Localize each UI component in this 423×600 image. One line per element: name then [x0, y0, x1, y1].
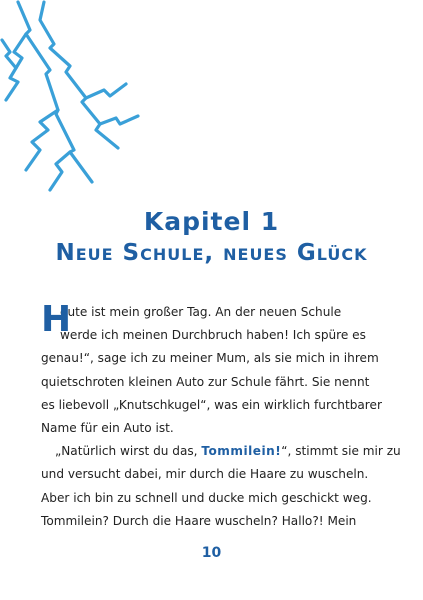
paragraph [41, 440, 401, 533]
text-line: Aber ich bin zu schnell und ducke mich geschickt weg. [41, 490, 372, 505]
name-highlight: Tommilein! [201, 444, 282, 459]
drop-cap: H [41, 299, 72, 340]
lightning-bolt-icon [0, 0, 180, 200]
page-number: 10 [201, 545, 222, 561]
text-line: eute ist mein großer Tag. An der neuen Schule [60, 305, 342, 319]
text-line: Name für ein Auto ist. [41, 421, 174, 436]
text-line [41, 440, 401, 463]
text-line: quietschroten kleinen Auto zur Schule fährt. Sie nennt [41, 374, 370, 389]
text-line: Tommilein? Durch die Haare wuscheln? Hallo?! Mein [41, 513, 357, 528]
paragraph [41, 301, 381, 440]
text-segment: “, stimmt sie mir zu [281, 444, 401, 459]
chapter-title: Neue Schule, neues Glück [55, 240, 368, 266]
text-segment: „Natürlich wirst du das, [55, 444, 202, 459]
chapter-number: Kapitel 1 [143, 207, 280, 236]
text-line: und versucht dabei, mir durch die Haare zu wuscheln. [41, 467, 369, 482]
text-line: werde ich meinen Durchbruch haben! Ich spüre es [60, 328, 366, 343]
body-text [41, 299, 401, 533]
text-line: es liebevoll „Knutschkugel“, was ein wirklich furchtbarer [41, 397, 382, 412]
text-line: genau!“, sage ich zu meiner Mum, als sie mich in ihrem [41, 351, 379, 366]
